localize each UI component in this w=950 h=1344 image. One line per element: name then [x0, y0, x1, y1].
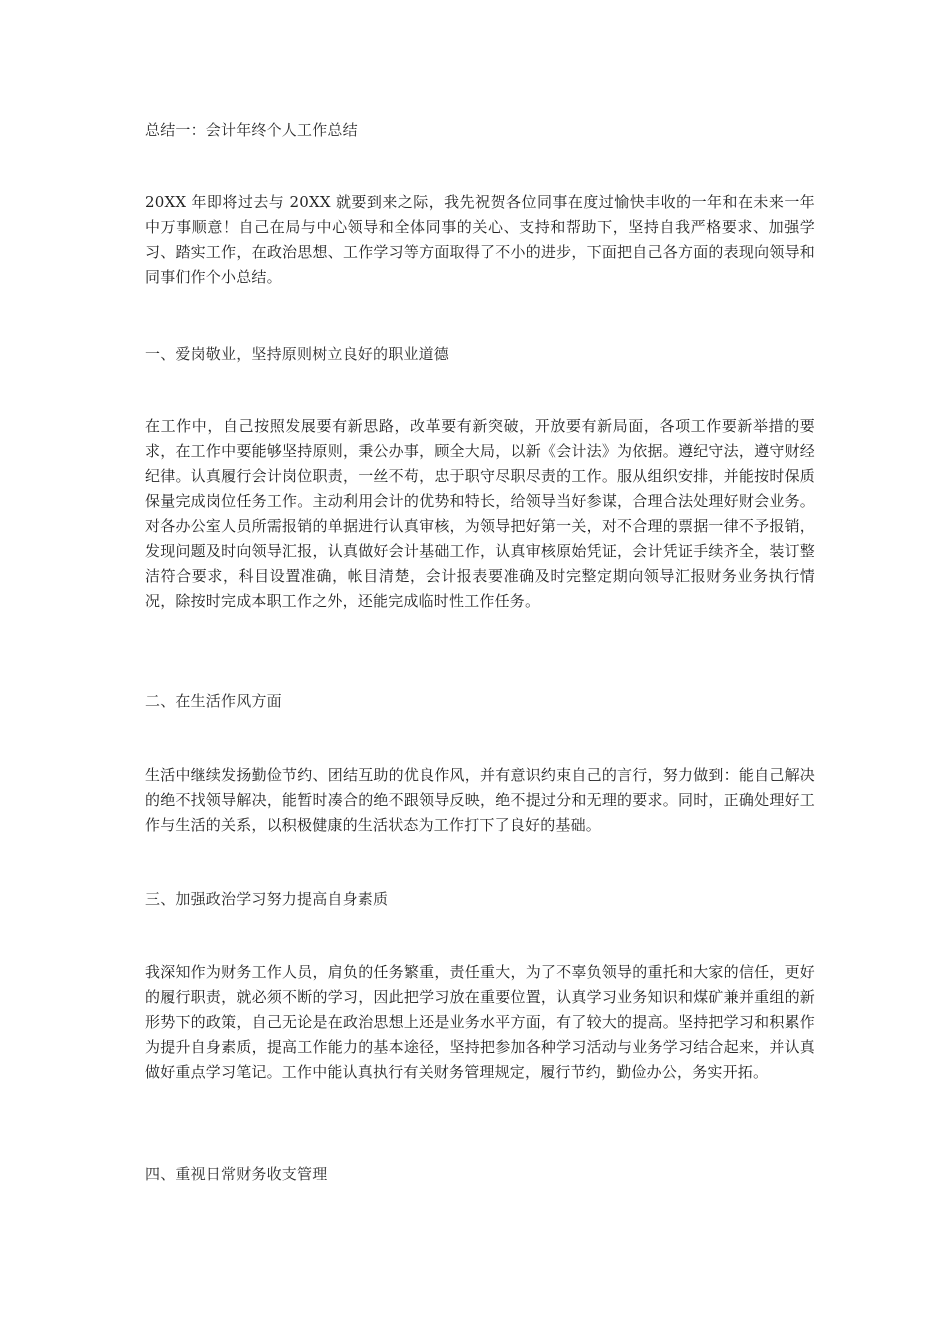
document-title: 总结一：会计年终个人工作总结 [145, 121, 358, 139]
section-2-heading: 二、在生活作风方面 [145, 692, 282, 710]
section-4-heading: 四、重视日常财务收支管理 [145, 1165, 328, 1183]
section-3-paragraph: 我深知作为财务工作人员，肩负的任务繁重，责任重大，为了不辜负领导的重托和大家的信任，更好的履行职责，就必须不断的学习，因此把学习放在重要位置，认真学习业务知识和煤矿兼并重组的新形势下的政策，自己无论是在政治思想上还是业务水平方面，有了较大的提高。坚持把学习和积累作为提升自身素质，提高工作能力的基本途径，坚持把参加各种学习活动与业务学习结合起来，并认真做好重点学习笔记。工作中能认真执行有关财务管理规定，履行节约，勤俭办公，务实开拓。 [145, 963, 815, 1081]
section-1-heading: 一、爱岗敬业，坚持原则树立良好的职业道德 [145, 345, 450, 363]
intro-paragraph: 20XX 年即将过去与 20XX 就要到来之际，我先祝贺各位同事在度过愉快丰收的一年和在未来一年中万事顺意！自己在局与中心领导和全体同事的关心、支持和帮助下，坚持自我严格要求、加强学习、踏实工作，在政治思想、工作学习等方面取得了不小的进步，下面把自己各方面的表现向领导和同事们作个小总结。 [145, 193, 815, 286]
section-3-heading: 三、加强政治学习努力提高自身素质 [145, 890, 389, 908]
section-2-paragraph: 生活中继续发扬勤俭节约、团结互助的优良作风，并有意识约束自己的言行，努力做到：能自己解决的绝不找领导解决，能暂时凑合的绝不跟领导反映，绝不提过分和无理的要求。同时，正确处理好工作与生活的关系，以积极健康的生活状态为工作打下了良好的基础。 [145, 766, 815, 834]
section-1-paragraph: 在工作中，自己按照发展要有新思路，改革要有新突破，开放要有新局面，各项工作要新举措的要求，在工作中要能够坚持原则，秉公办事，顾全大局，以新《会计法》为依据。遵纪守法，遵守财经纪律。认真履行会计岗位职责，一丝不苟，忠于职守尽职尽责的工作。服从组织安排，并能按时保质保量完成岗位任务工作。主动利用会计的优势和特长，给领导当好参谋，合理合法处理好财会业务。对各办公室人员所需报销的单据进行认真审核，为领导把好第一关，对不合理的票据一律不予报销，发现问题及时向领导汇报，认真做好会计基础工作，认真审核原始凭证，会计凭证手续齐全，装订整洁符合要求，科目设置准确，帐目清楚，会计报表要准确及时完整定期向领导汇报财务业务执行情况，除按时完成本职工作之外，还能完成临时性工作任务。 [145, 417, 815, 610]
